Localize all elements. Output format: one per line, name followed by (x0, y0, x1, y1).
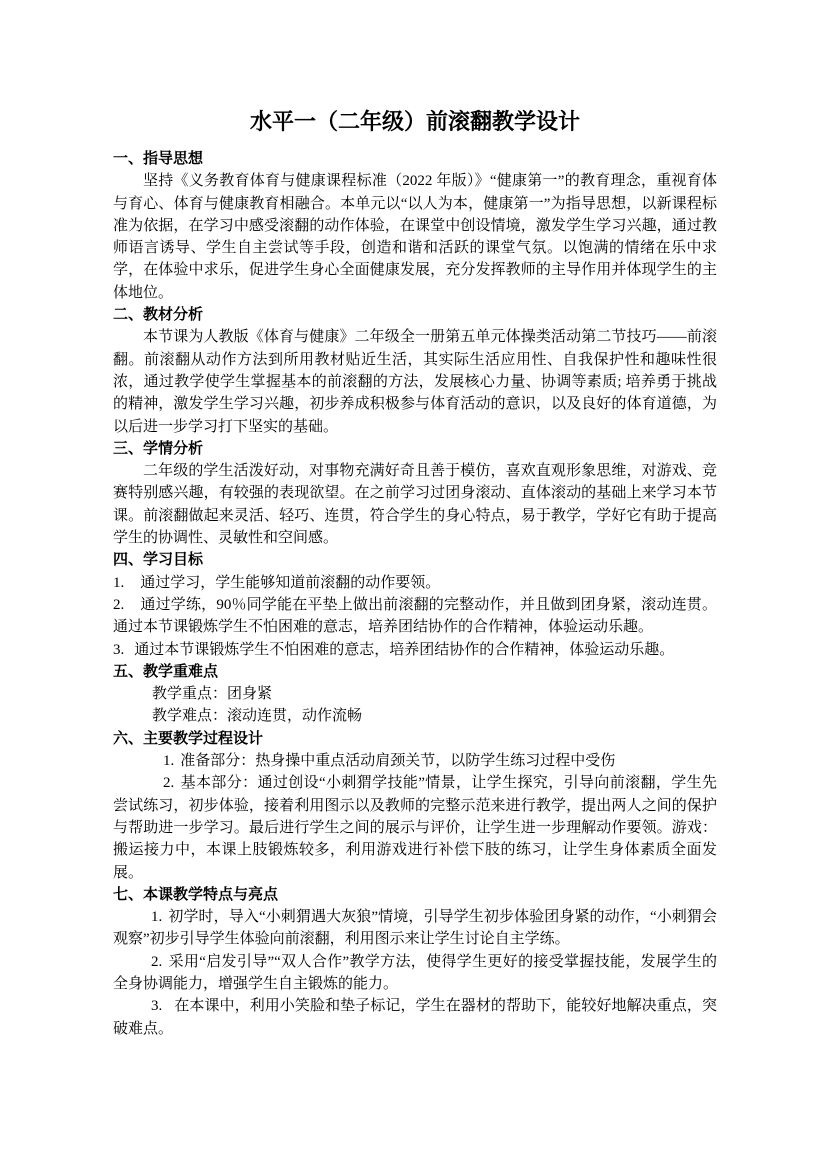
list-item-number: 1. (163, 753, 175, 770)
section-1-heading: 一、指导思想 (113, 151, 204, 167)
list-item (113, 906, 717, 951)
section-1-paragraph: 坚持《义务教育体育与健康课程标准（2022 年版）》“健康第一”的教育理念，重视育体与育心、体育与健康教育相融合。本单元以“以人为本，健康第一”为指导思想，以新课程标准为依据，在学习中感受滚翻的动作体验，在课堂中创设情境，激发学生学习兴趣，通过教师语言诱导、学生自主尝试等手段，创造和谐和活跃的课堂气氛。以饱满的情绪在乐中求学，在体验中求乐，促进学生身心全面健康发展，充分发挥教师的主导作用并体现学生的主体地位。 (113, 173, 717, 301)
list-item (113, 750, 717, 772)
list-item-text: 准备部分：热身操中重点活动肩颈关节，以防学生练习过程中受伤 (180, 753, 616, 770)
list-item (113, 594, 717, 639)
list-item-text: 初学时，导入“小刺猬遇大灰狼”情境，引导学生初步体验团身紧的动作，“小刺猬会观察”初步引导学生体验向前滚翻，利用图示来让学生讨论自主学练。 (113, 909, 717, 948)
document-content (113, 106, 717, 1040)
list-item-text: 通过本节课锻炼学生不怕困难的意志，培养团结协作的合作精神，体验运动乐趣。 (134, 641, 675, 658)
list-item (113, 639, 717, 661)
list-item-number: 2. (151, 953, 163, 970)
list-item-number: 3. (113, 641, 125, 658)
section-5-heading: 五、教学重难点 (113, 663, 219, 680)
list-item-number: 3. (151, 998, 163, 1015)
list-item (113, 995, 717, 1040)
list-item-number: 2. (113, 596, 125, 613)
section-3-paragraph: 二年级的学生活泼好动，对事物充满好奇且善于模仿，喜欢直观形象思维，对游戏、竞赛特别感兴趣，有较强的表现欲望。在之前学习过团身滚动、直体滚动的基础上来学习本节课。前滚翻做起来灵活、轻巧、连贯，符合学生的身心特点，易于教学，学好它有助于提高学生的协调性、灵敏性和空间感。 (113, 463, 717, 547)
list-item-number: 1. (151, 909, 163, 926)
list-item (113, 772, 717, 883)
document-title: 水平一（二年级）前滚翻教学设计 (249, 109, 580, 134)
list-item-number: 2. (163, 775, 175, 792)
section-2-heading: 二、教材分析 (113, 307, 204, 324)
section-7-heading: 七、本课教学特点与亮点 (113, 886, 279, 903)
section-6-heading: 六、主要教学过程设计 (113, 730, 264, 747)
list-item-text: 通过学习，学生能够知道前滚翻的动作要领。 (140, 574, 441, 591)
teaching-difficult-point-line: 教学难点：滚动连贯，动作流畅 (152, 708, 363, 725)
list-item-text: 采用“启发引导”“双人合作”教学方法，使得学生更好的接受掌握技能，发展学生的全身协调能力，增强学生自主锻炼的能力。 (113, 953, 717, 992)
teaching-key-point-line: 教学重点：团身紧 (152, 686, 273, 703)
list-item-number: 1. (113, 574, 125, 591)
section-4-heading: 四、学习目标 (113, 552, 204, 569)
list-item-text: 通过学练，90％同学能在平垫上做出前滚翻的完整动作，并且做到团身紧，滚动连贯。通过本节课锻炼学生不怕困难的意志，培养团结协作的合作精神，体验运动乐趣。 (113, 596, 717, 636)
section-3-heading: 三、学情分析 (113, 440, 204, 457)
list-item-text: 基本部分：通过创设“小刺猬学技能”情景，让学生探究，引导向前滚翻，学生先尝试练习，初步体验，接着利用图示以及教师的完整示范来进行教学，提出两人之间的保护与帮助进一步学习。最后进行学生之间的展示与评价，让学生进一步理解动作要领。游戏：搬运接力中，本课上肢锻炼较多，利用游戏进行补偿下肢的练习，让学生身体素质全面发展。 (113, 775, 717, 881)
section-2-paragraph: 本节课为人教版《体育与健康》二年级全一册第五单元体操类活动第二节技巧——前滚翻。前滚翻从动作方法到所用教材贴近生活，其实际生活应用性、自我保护性和趣味性很浓，通过教学使学生掌握基本的前滚翻的方法，发展核心力量、协调等素质; 培养勇于挑战的精神，激发学生学习兴趣，初步养成积极参与体育活动的意识，以及良好的体育道德，为以后进一步学习打下坚实的基础。 (113, 329, 717, 435)
list-item-text: 在本课中，利用小笑脸和垫子标记，学生在器材的帮助下，能较好地解决重点，突破难点。 (113, 998, 717, 1037)
list-item (113, 572, 717, 594)
list-item (113, 951, 717, 996)
